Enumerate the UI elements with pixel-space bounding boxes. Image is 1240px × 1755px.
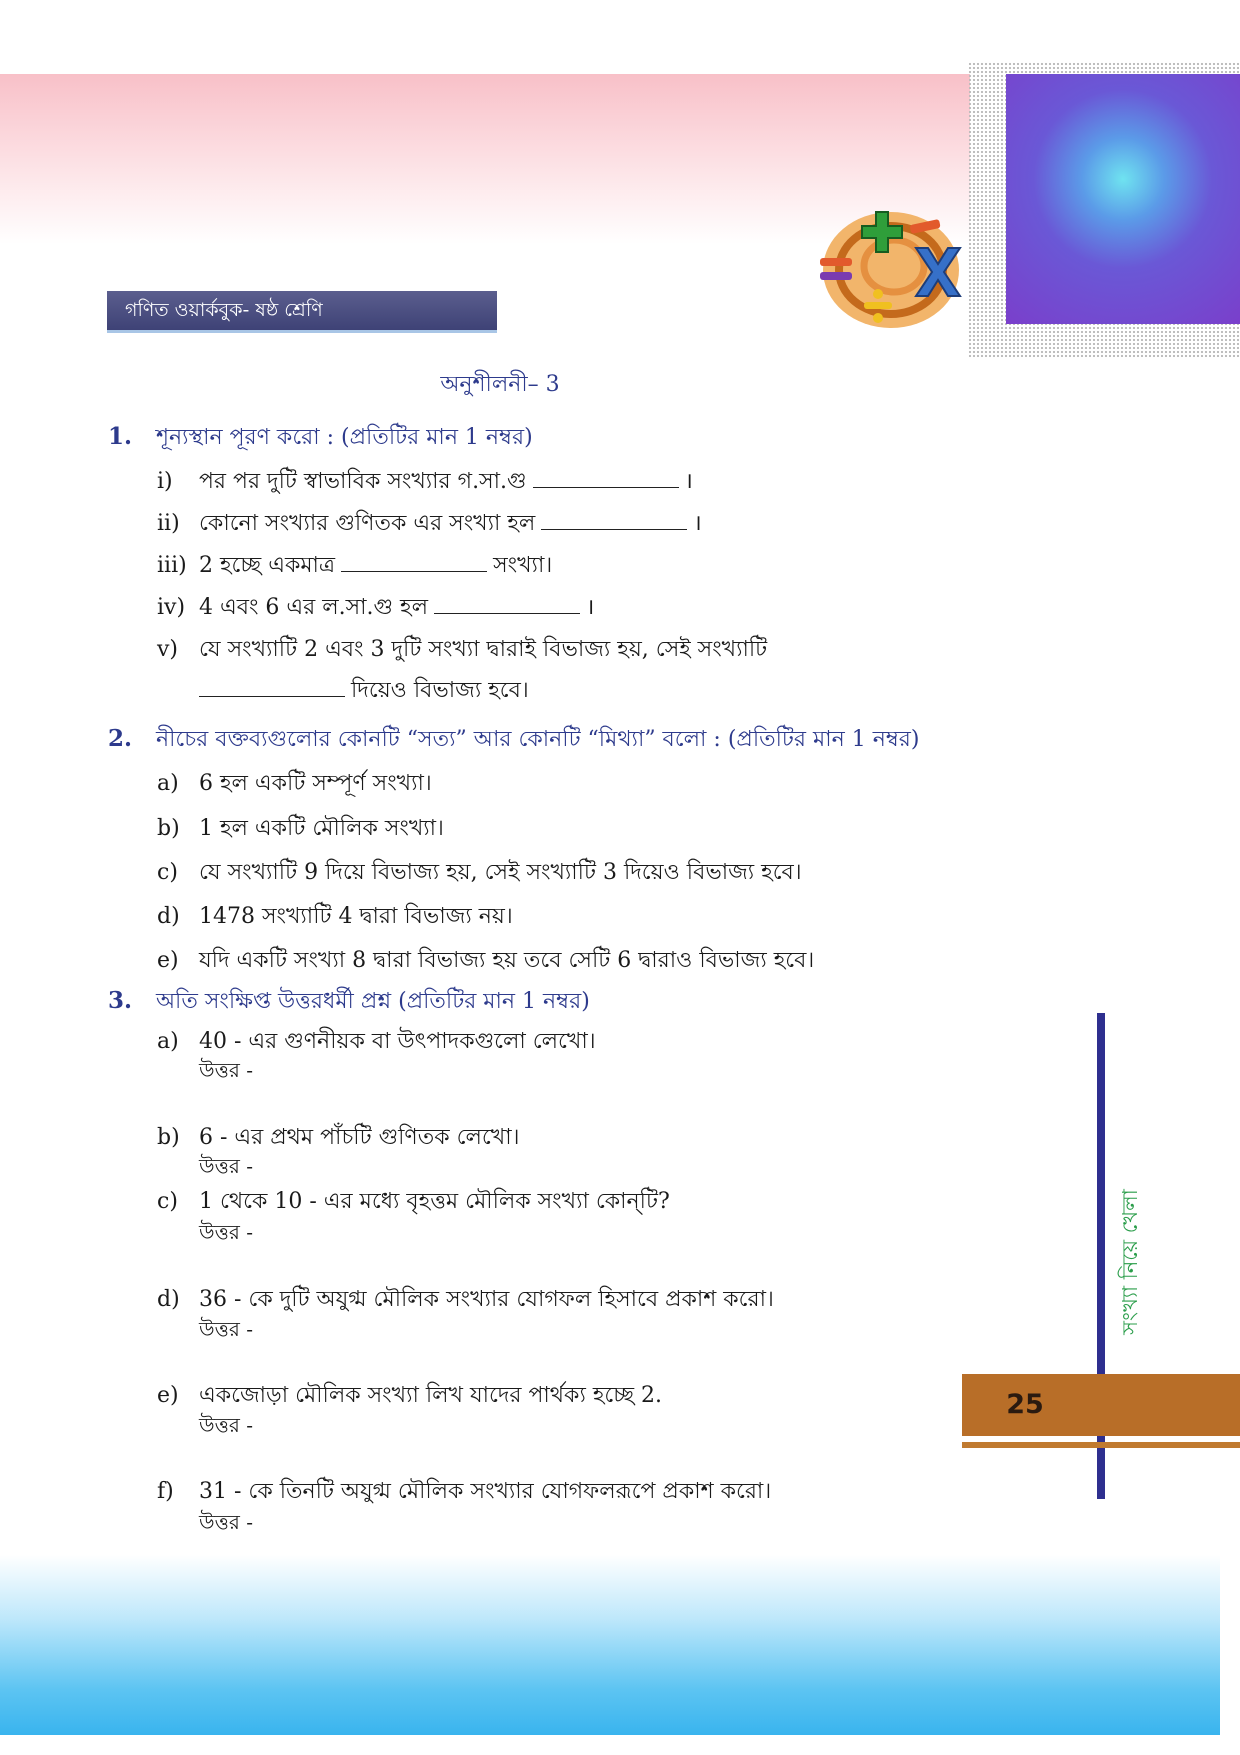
list-item xyxy=(157,899,513,936)
chapter-title: সংখ্যা নিয়ে খেলা xyxy=(1118,1189,1142,1335)
item-label: iv) xyxy=(157,595,186,620)
item-label: c) xyxy=(157,860,178,885)
item-label: f) xyxy=(157,1479,174,1504)
answer-label: উত্তর - xyxy=(199,1220,253,1244)
item-text: যদি একটি সংখ্যা 8 দ্বারা বিভাজ্য হয় তবে সেটি 6 দ্বারাও বিভাজ্য হবে। xyxy=(199,948,815,973)
item-text: একজোড়া মৌলিক সংখ্যা লিখ যাদের পার্থক্য হচ্ছে 2. xyxy=(199,1383,663,1408)
item-label: b) xyxy=(157,816,180,841)
item-text: পর পর দুটি স্বাভাবিক সংখ্যার গ.সা.গু xyxy=(199,469,527,494)
fill-blank[interactable] xyxy=(541,509,687,530)
item-text: 36 - কে দুটি অযুগ্ম মৌলিক সংখ্যার যোগফল হিসাবে প্রকাশ করো। xyxy=(199,1287,774,1312)
list-item xyxy=(157,464,693,501)
list-item-continuation xyxy=(199,673,529,710)
item-text: কোনো সংখ্যার গুণিতক এর সংখ্যা হল xyxy=(199,511,536,536)
item-label: ii) xyxy=(157,511,180,536)
item-label: e) xyxy=(157,1383,179,1408)
list-item xyxy=(157,506,702,543)
math-operators-icon xyxy=(816,202,966,332)
item-label: d) xyxy=(157,904,180,929)
item-text: যে সংখ্যাটি 9 দিয়ে বিভাজ্য হয়, সেই সংখ্যাটি 3 দিয়েও বিভাজ্য হবে। xyxy=(199,860,802,885)
item-text-end: । xyxy=(693,511,702,536)
item-label: i) xyxy=(157,469,173,494)
list-item xyxy=(157,855,802,892)
purple-gradient-box xyxy=(1006,74,1240,324)
list-item xyxy=(157,766,432,803)
item-text: 1 হল একটি মৌলিক সংখ্যা। xyxy=(199,816,444,841)
question-item xyxy=(157,1378,662,1415)
list-item xyxy=(157,811,444,848)
page-number-underline xyxy=(962,1442,1240,1448)
item-text: 6 - এর প্রথম পাঁচটি গুণিতক লেখো। xyxy=(199,1125,520,1150)
item-text-end: দিয়েও বিভাজ্য হবে। xyxy=(351,678,529,703)
section-number: 3. xyxy=(108,987,133,1014)
answer-label: উত্তর - xyxy=(199,1154,253,1178)
item-label: v) xyxy=(157,637,179,662)
item-label: b) xyxy=(157,1125,180,1150)
section-number: 2. xyxy=(108,725,133,752)
list-item xyxy=(157,590,594,627)
answer-label: উত্তর - xyxy=(199,1317,253,1341)
section-3-heading xyxy=(108,984,590,1021)
fill-blank[interactable] xyxy=(341,551,487,572)
book-title-tab: গণিত ওয়ার্কবুক- ষষ্ঠ শ্রেণি xyxy=(107,291,497,333)
question-item xyxy=(157,1184,670,1221)
bottom-blue-band xyxy=(0,1555,1220,1735)
section-1-heading xyxy=(108,420,533,457)
item-text: 40 - এর গুণনীয়ক বা উৎপাদকগুলো লেখো। xyxy=(199,1029,596,1054)
item-label: a) xyxy=(157,771,179,796)
section-heading-text: শূন্যস্থান পূরণ করো : (প্রতিটির মান 1 নম্বর) xyxy=(156,425,533,450)
section-2-heading xyxy=(108,722,919,759)
question-item xyxy=(157,1474,771,1511)
item-text: 2 হচ্ছে একমাত্র xyxy=(199,553,336,578)
item-label: e) xyxy=(157,948,179,973)
item-label: a) xyxy=(157,1029,179,1054)
section-heading-text: অতি সংক্ষিপ্ত উত্তরধর্মী প্রশ্ন (প্রতিটির মান 1 নম্বর) xyxy=(156,989,590,1014)
item-text: 1478 সংখ্যাটি 4 দ্বারা বিভাজ্য নয়। xyxy=(199,904,513,929)
question-item xyxy=(157,1282,774,1319)
fill-blank[interactable] xyxy=(434,593,580,614)
item-label: iii) xyxy=(157,553,187,578)
list-item xyxy=(157,632,767,669)
item-text-end: । xyxy=(684,469,693,494)
item-text: 6 হল একটি সম্পূর্ণ সংখ্যা। xyxy=(199,771,432,796)
fill-blank[interactable] xyxy=(199,676,345,697)
item-label: c) xyxy=(157,1189,178,1214)
answer-label: উত্তর - xyxy=(199,1413,253,1437)
item-text-end: সংখ্যা। xyxy=(493,553,553,578)
answer-label: উত্তর - xyxy=(199,1510,253,1534)
list-item xyxy=(157,548,552,585)
item-text: 31 - কে তিনটি অযুগ্ম মৌলিক সংখ্যার যোগফলরূপে প্রকাশ করো। xyxy=(199,1479,772,1504)
exercise-title: অনুশীলনী– 3 xyxy=(440,372,560,397)
section-heading-text: নীচের বক্তব্যগুলোর কোনটি “সত্য” আর কোনটি “মিথ্যা” বলো : (প্রতিটির মান 1 নম্বর) xyxy=(156,727,920,752)
item-text: 1 থেকে 10 - এর মধ্যে বৃহত্তম মৌলিক সংখ্যা কোন্‌টি? xyxy=(199,1189,670,1214)
item-label: d) xyxy=(157,1287,180,1312)
item-text: যে সংখ্যাটি 2 এবং 3 দুটি সংখ্যা দ্বারাই বিভাজ্য হয়, সেই সংখ্যাটি xyxy=(199,637,768,662)
item-text: 4 এবং 6 এর ল.সা.গু হল xyxy=(199,595,429,620)
answer-label: উত্তর - xyxy=(199,1058,253,1082)
list-item xyxy=(157,943,814,980)
fill-blank[interactable] xyxy=(533,467,679,488)
page-number: 25 xyxy=(1006,1389,1044,1420)
item-text-end: । xyxy=(586,595,595,620)
section-number: 1. xyxy=(108,423,133,450)
